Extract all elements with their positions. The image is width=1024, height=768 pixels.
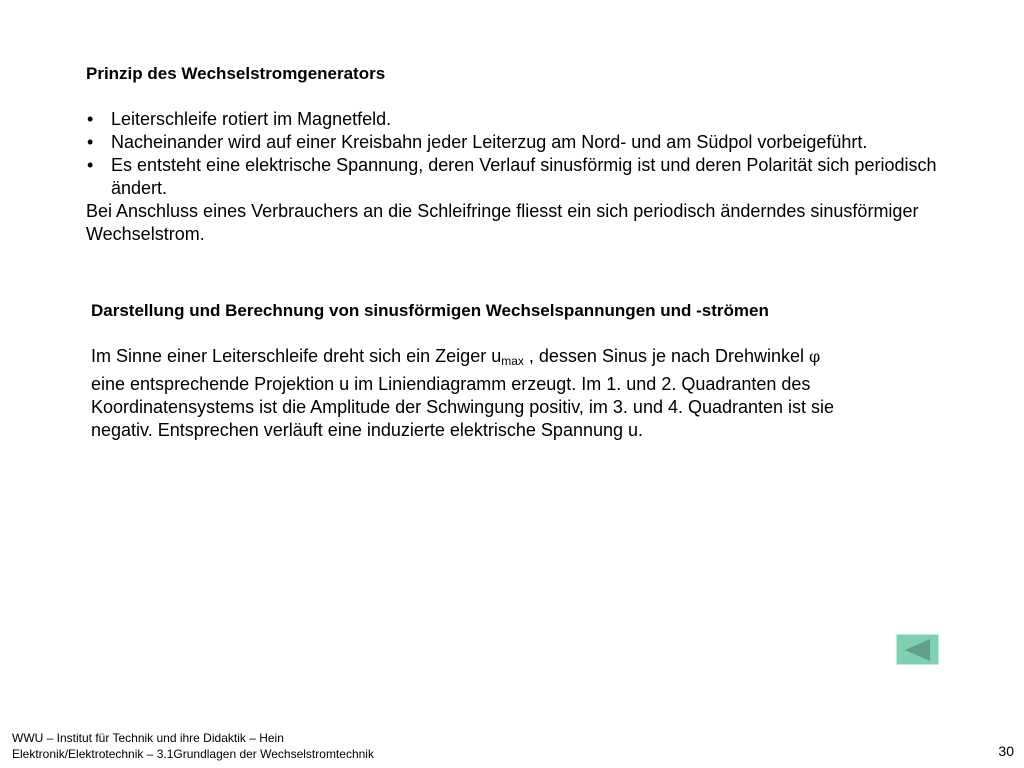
page-number: 30	[998, 743, 1014, 759]
back-button[interactable]	[896, 634, 939, 665]
footer-course: Elektronik/Elektrotechnik – 3.1Grundlagen der Wechselstromtechnik	[12, 747, 374, 761]
list-item-text: Es entsteht eine elektrische Spannung, deren Verlauf sinusförmig ist und deren Polarität sich periodisch ändert.	[111, 155, 937, 198]
list-item-text: Leiterschleife rotiert im Magnetfeld.	[111, 109, 392, 129]
list-item-text: Nacheinander wird auf einer Kreisbahn jeder Leiterzug am Nord- und am Südpol vorbeigeführt.	[111, 132, 868, 152]
bullet-icon: •	[87, 132, 94, 152]
text-segment: , dessen Sinus je nach Drehwinkel	[523, 346, 810, 366]
paragraph	[91, 345, 851, 442]
section-title: Prinzip des Wechselstromgenerators	[86, 64, 386, 83]
section-title: Darstellung und Berechnung von sinusförmigen Wechselspannungen und -strömen	[91, 301, 769, 320]
footer-institute: WWU – Institut für Technik und ihre Didaktik – Hein	[12, 731, 284, 745]
bullet-icon: •	[87, 109, 94, 129]
bullet-list	[86, 108, 966, 200]
section-generator-principle	[86, 62, 966, 246]
text-segment: Im Sinne einer Leiterschleife dreht sich ein Zeiger u	[91, 346, 502, 366]
section-sine-representation	[91, 299, 851, 442]
list-item	[86, 108, 966, 131]
footer	[12, 730, 374, 762]
phi-symbol: φ	[809, 347, 821, 366]
text-segment: eine entsprechende Projektion u im Liniendiagramm erzeugt. Im 1. und 2. Quadranten des Koordinatensystems ist die Amplitude der Schwingung positiv, im 3. und 4. Quadranten ist sie negativ. Entsprechen verläuft eine induzierte elektrische Spannung u.	[91, 374, 835, 440]
triangle-left-icon	[897, 635, 938, 664]
subscript-max: max	[501, 354, 524, 368]
bullet-icon: •	[87, 155, 94, 175]
paragraph: Bei Anschluss eines Verbrauchers an die Schleifringe fliesst ein sich periodisch änderndes sinusförmiger Wechselstrom.	[86, 201, 919, 244]
list-item	[86, 131, 966, 154]
list-item	[86, 154, 966, 200]
